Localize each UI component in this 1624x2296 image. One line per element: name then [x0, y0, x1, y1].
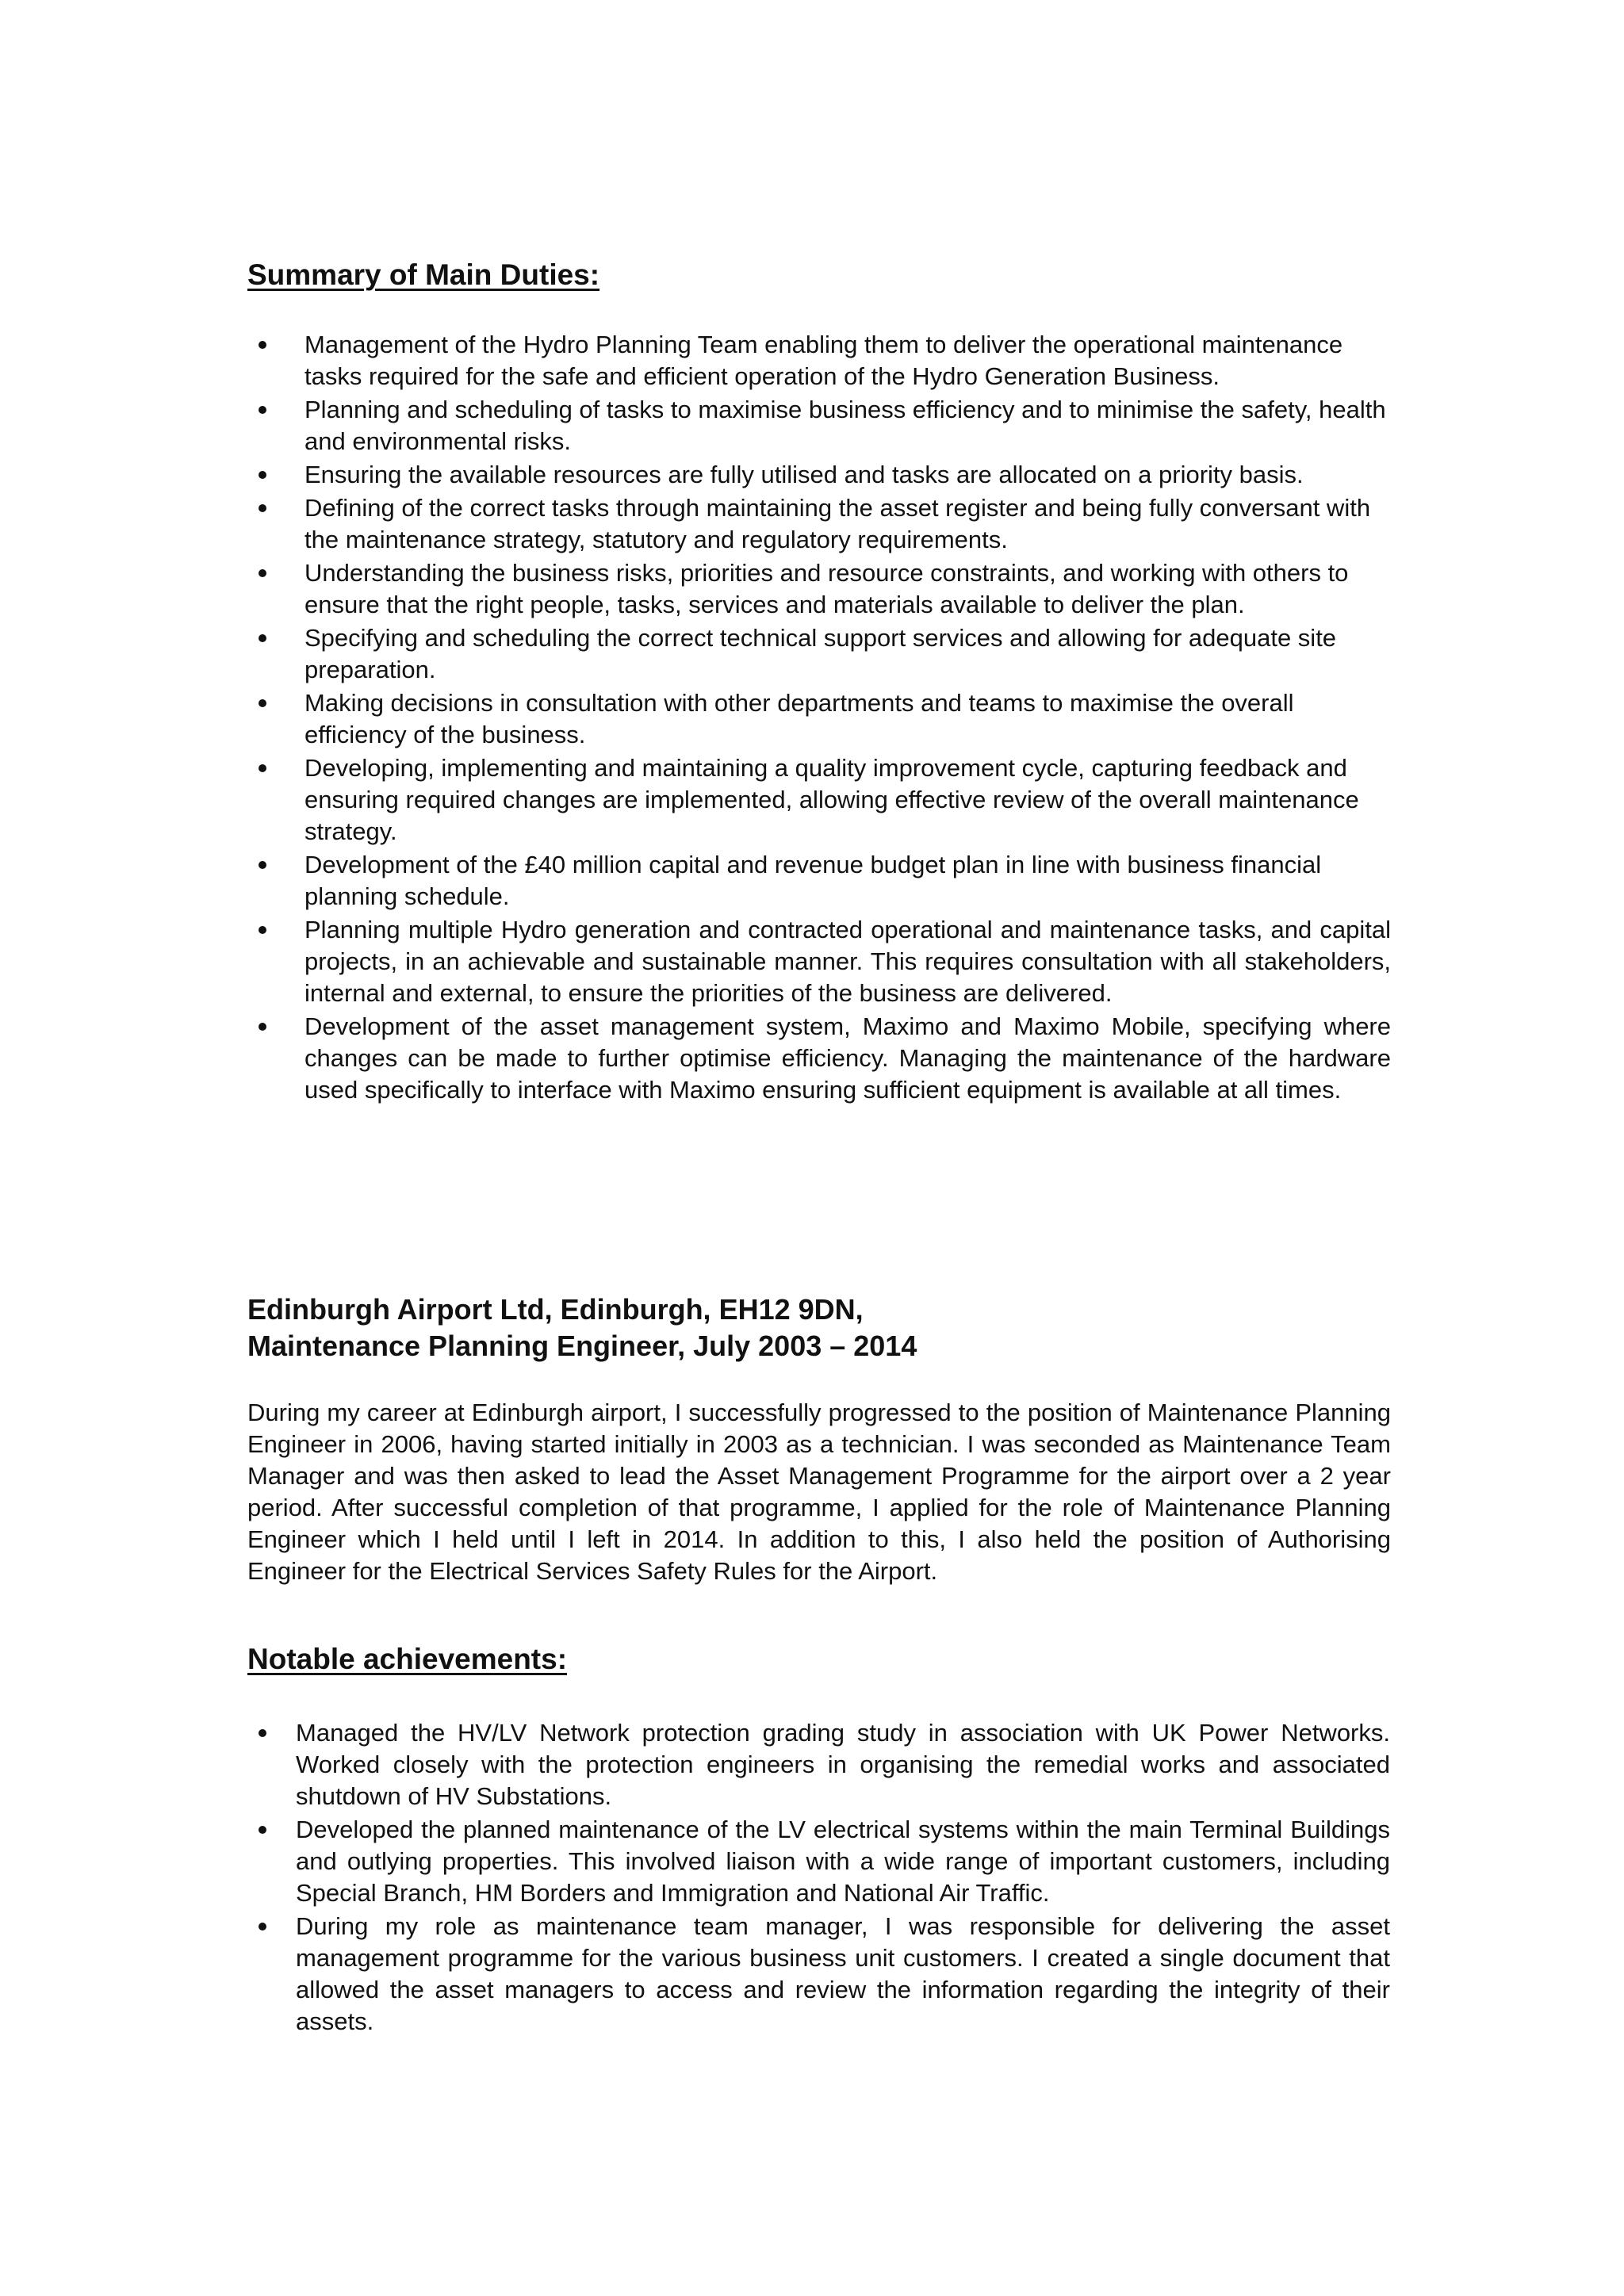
achievement-text: During my role as maintenance team manager, I was responsible for delivering the asset management programme for the various business unit customers. I created a single document that allowed the asset managers to access and review the information regarding the integrity of their assets. [296, 1912, 1390, 2035]
list-item [304, 914, 1391, 1009]
duty-text: Development of the £40 million capital and revenue budget plan in line with business financial planning schedule. [304, 851, 1322, 910]
list-item [304, 1011, 1391, 1106]
duty-text: Specifying and scheduling the correct technical support services and allowing for adequate site preparation. [304, 624, 1337, 683]
bullet-icon [259, 569, 266, 577]
duty-text: Development of the asset management system, Maximo and Maximo Mobile, specifying where changes can be made to further optimise efficiency. Managing the maintenance of the hardware used specifically to interface with Maximo ensuring sufficient equipment is available at all times. [304, 1012, 1391, 1104]
list-item [296, 1814, 1390, 1909]
list-item [304, 492, 1391, 556]
list-item [304, 329, 1391, 392]
list-item [304, 622, 1391, 686]
bullet-icon [259, 341, 266, 349]
bullet-icon [259, 1923, 266, 1931]
bullet-icon [259, 699, 266, 707]
achievements-list [296, 1717, 1390, 2039]
duties-list [304, 329, 1391, 1108]
duty-text: Ensuring the available resources are fully utilised and tasks are allocated on a priority basis. [304, 461, 1304, 488]
duty-text: Planning multiple Hydro generation and contracted operational and maintenance tasks, and capital projects, in an achievable and sustainable manner. This requires consultation with all stakeholders, internal and external, to ensure the priorities of the business are delivered. [304, 916, 1391, 1007]
list-item [304, 459, 1391, 491]
list-item [304, 687, 1391, 751]
list-item [296, 1911, 1390, 2038]
achievements-heading: Notable achievements: [247, 1643, 568, 1675]
bullet-icon [259, 406, 266, 414]
duty-text: Management of the Hydro Planning Team enabling them to deliver the operational maintenance tasks required for the safe and efficient operation of the Hydro Generation Business. [304, 331, 1343, 390]
bullet-icon [259, 634, 266, 642]
achievement-text: Developed the planned maintenance of the LV electrical systems within the main Terminal Buildings and outlying properties. This involved liaison with a wide range of important customers, including Special Branch, HM Borders and Immigration and National Air Traffic. [296, 1816, 1390, 1907]
list-item [304, 557, 1391, 621]
bullet-icon [259, 471, 266, 479]
career-paragraph: During my career at Edinburgh airport, I successfully progressed to the position of Maintenance Planning Engineer in 2006, having started initially in 2003 as a technician. I was seconded as Maintenance Team Manager and was then asked to lead the Asset Management Programme for the airport over a 2 year period. After successful completion of that programme, I applied for the role of Maintenance Planning Engineer which I held until I left in 2014. In addition to this, I also held the position of Authorising Engineer for the Electrical Services Safety Rules for the Airport. [247, 1399, 1391, 1585]
list-item [296, 1717, 1390, 1812]
duty-text: Making decisions in consultation with other departments and teams to maximise the overall efficiency of the business. [304, 689, 1294, 748]
achievement-text: Managed the HV/LV Network protection grading study in association with UK Power Networks. Worked closely with the protection engineers in organising the remedial works and associated shutdown of HV Substations. [296, 1719, 1390, 1810]
duty-text: Understanding the business risks, priorities and resource constraints, and working with others to ensure that the right people, tasks, services and materials available to deliver the plan. [304, 559, 1349, 618]
bullet-icon [259, 504, 266, 512]
duties-heading: Summary of Main Duties: [247, 258, 600, 291]
bullet-icon [259, 1023, 266, 1031]
list-item [304, 849, 1391, 913]
list-item [304, 394, 1391, 457]
duty-text: Planning and scheduling of tasks to maximise business efficiency and to minimise the safety, health and environmental risks. [304, 396, 1386, 455]
duty-text: Defining of the correct tasks through maintaining the asset register and being fully conversant with the maintenance strategy, statutory and regulatory requirements. [304, 494, 1371, 553]
employer-heading [247, 1292, 917, 1364]
list-item [304, 752, 1391, 848]
employer-name: Edinburgh Airport Ltd, Edinburgh, EH12 9DN, [247, 1293, 864, 1326]
bullet-icon [259, 926, 266, 934]
job-title: Maintenance Planning Engineer, July 2003 – 2014 [247, 1330, 917, 1362]
bullet-icon [259, 861, 266, 869]
duty-text: Developing, implementing and maintaining a quality improvement cycle, capturing feedback and ensuring required changes are implemented, allowing effective review of the overall maintenance strategy. [304, 754, 1359, 845]
bullet-icon [259, 1729, 266, 1737]
bullet-icon [259, 764, 266, 772]
bullet-icon [259, 1826, 266, 1834]
